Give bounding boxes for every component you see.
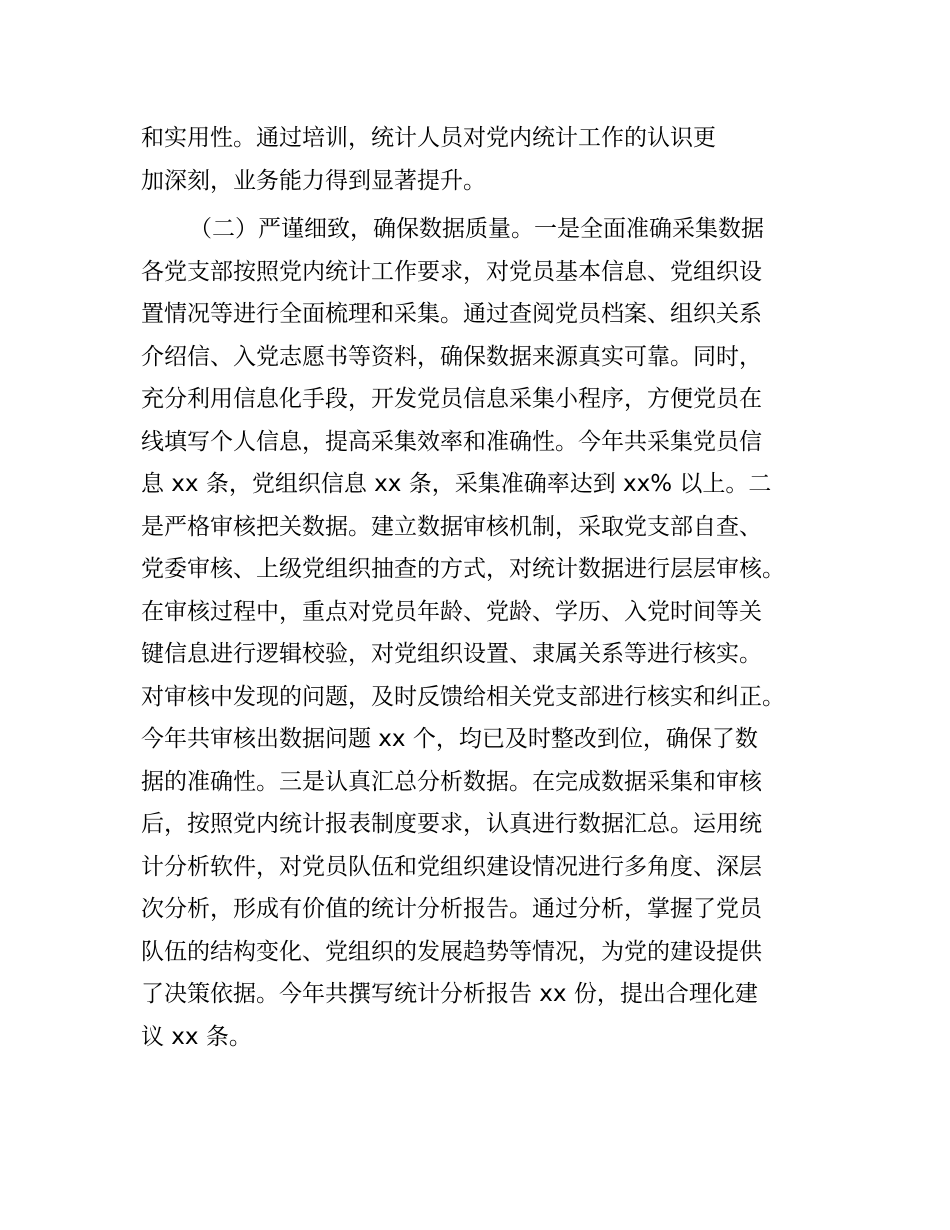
paragraph-2-line-12: 对审核中发现的问题，及时反馈给相关党支部进行核实和纠正。 — [141, 683, 785, 710]
paragraph-1-line-2: 加深刻，业务能力得到显著提升。 — [141, 167, 486, 194]
paragraph-2-line-4: 介绍信、入党志愿书等资料，确保数据来源真实可靠。同时， — [141, 343, 762, 370]
paragraph-2-line-8: 是严格审核把关数据。建立数据审核机制，采取党支部自查、 — [141, 513, 762, 540]
paragraph-1-line-1: 和实用性。通过培训，统计人员对党内统计工作的认识更 — [141, 125, 716, 151]
paragraph-2-line-11: 键信息进行逻辑校验，对党组织设置、隶属关系等进行核实。 — [141, 641, 762, 667]
paragraph-2-line-16: 计分析软件，对党员队伍和党组织建设情况进行多角度、深层 — [141, 853, 762, 880]
paragraph-2-line-5: 充分利用信息化手段，开发党员信息采集小程序，方便党员在 — [141, 386, 762, 412]
paragraph-2-line-2: 各党支部按照党内统计工作要求，对党员基本信息、党组织设 — [141, 258, 762, 285]
paragraph-2-line-3: 置情况等进行全面梳理和采集。通过查阅党员档案、组织关系 — [141, 301, 762, 327]
paragraph-2-line-17: 次分析，形成有价值的统计分析报告。通过分析，掌握了党员 — [141, 896, 762, 922]
paragraph-2-line-1: （二）严谨细致，确保数据质量。一是全面准确采集数据 — [189, 216, 764, 242]
paragraph-2-line-19: 了决策依据。今年共撰写统计分析报告 xx 份，提出合理化建 — [141, 981, 758, 1007]
paragraph-2-line-6: 线填写个人信息，提高采集效率和准确性。今年共采集党员信 — [141, 428, 762, 455]
paragraph-2-line-9: 党委审核、上级党组织抽查的方式，对统计数据进行层层审核。 — [141, 556, 785, 582]
paragraph-2-line-10: 在审核过程中，重点对党员年龄、党龄、学历、入党时间等关 — [141, 598, 762, 625]
paragraph-2-line-13: 今年共审核出数据问题 xx 个，均已及时整改到位，确保了数 — [141, 726, 758, 752]
paragraph-2-line-7: 息 xx 条，党组织信息 xx 条，采集准确率达到 xx% 以上。二 — [141, 471, 772, 497]
paragraph-2-line-18: 队伍的结构变化、党组织的发展趋势等情况，为党的建设提供 — [141, 938, 762, 965]
paragraph-2-line-15: 后，按照党内统计报表制度要求，认真进行数据汇总。运用统 — [141, 811, 762, 837]
body-text — [141, 117, 821, 1058]
paragraph-2-line-14: 据的准确性。三是认真汇总分析数据。在完成数据采集和审核 — [141, 768, 762, 795]
paragraph-2-line-20: 议 xx 条。 — [141, 1023, 252, 1050]
